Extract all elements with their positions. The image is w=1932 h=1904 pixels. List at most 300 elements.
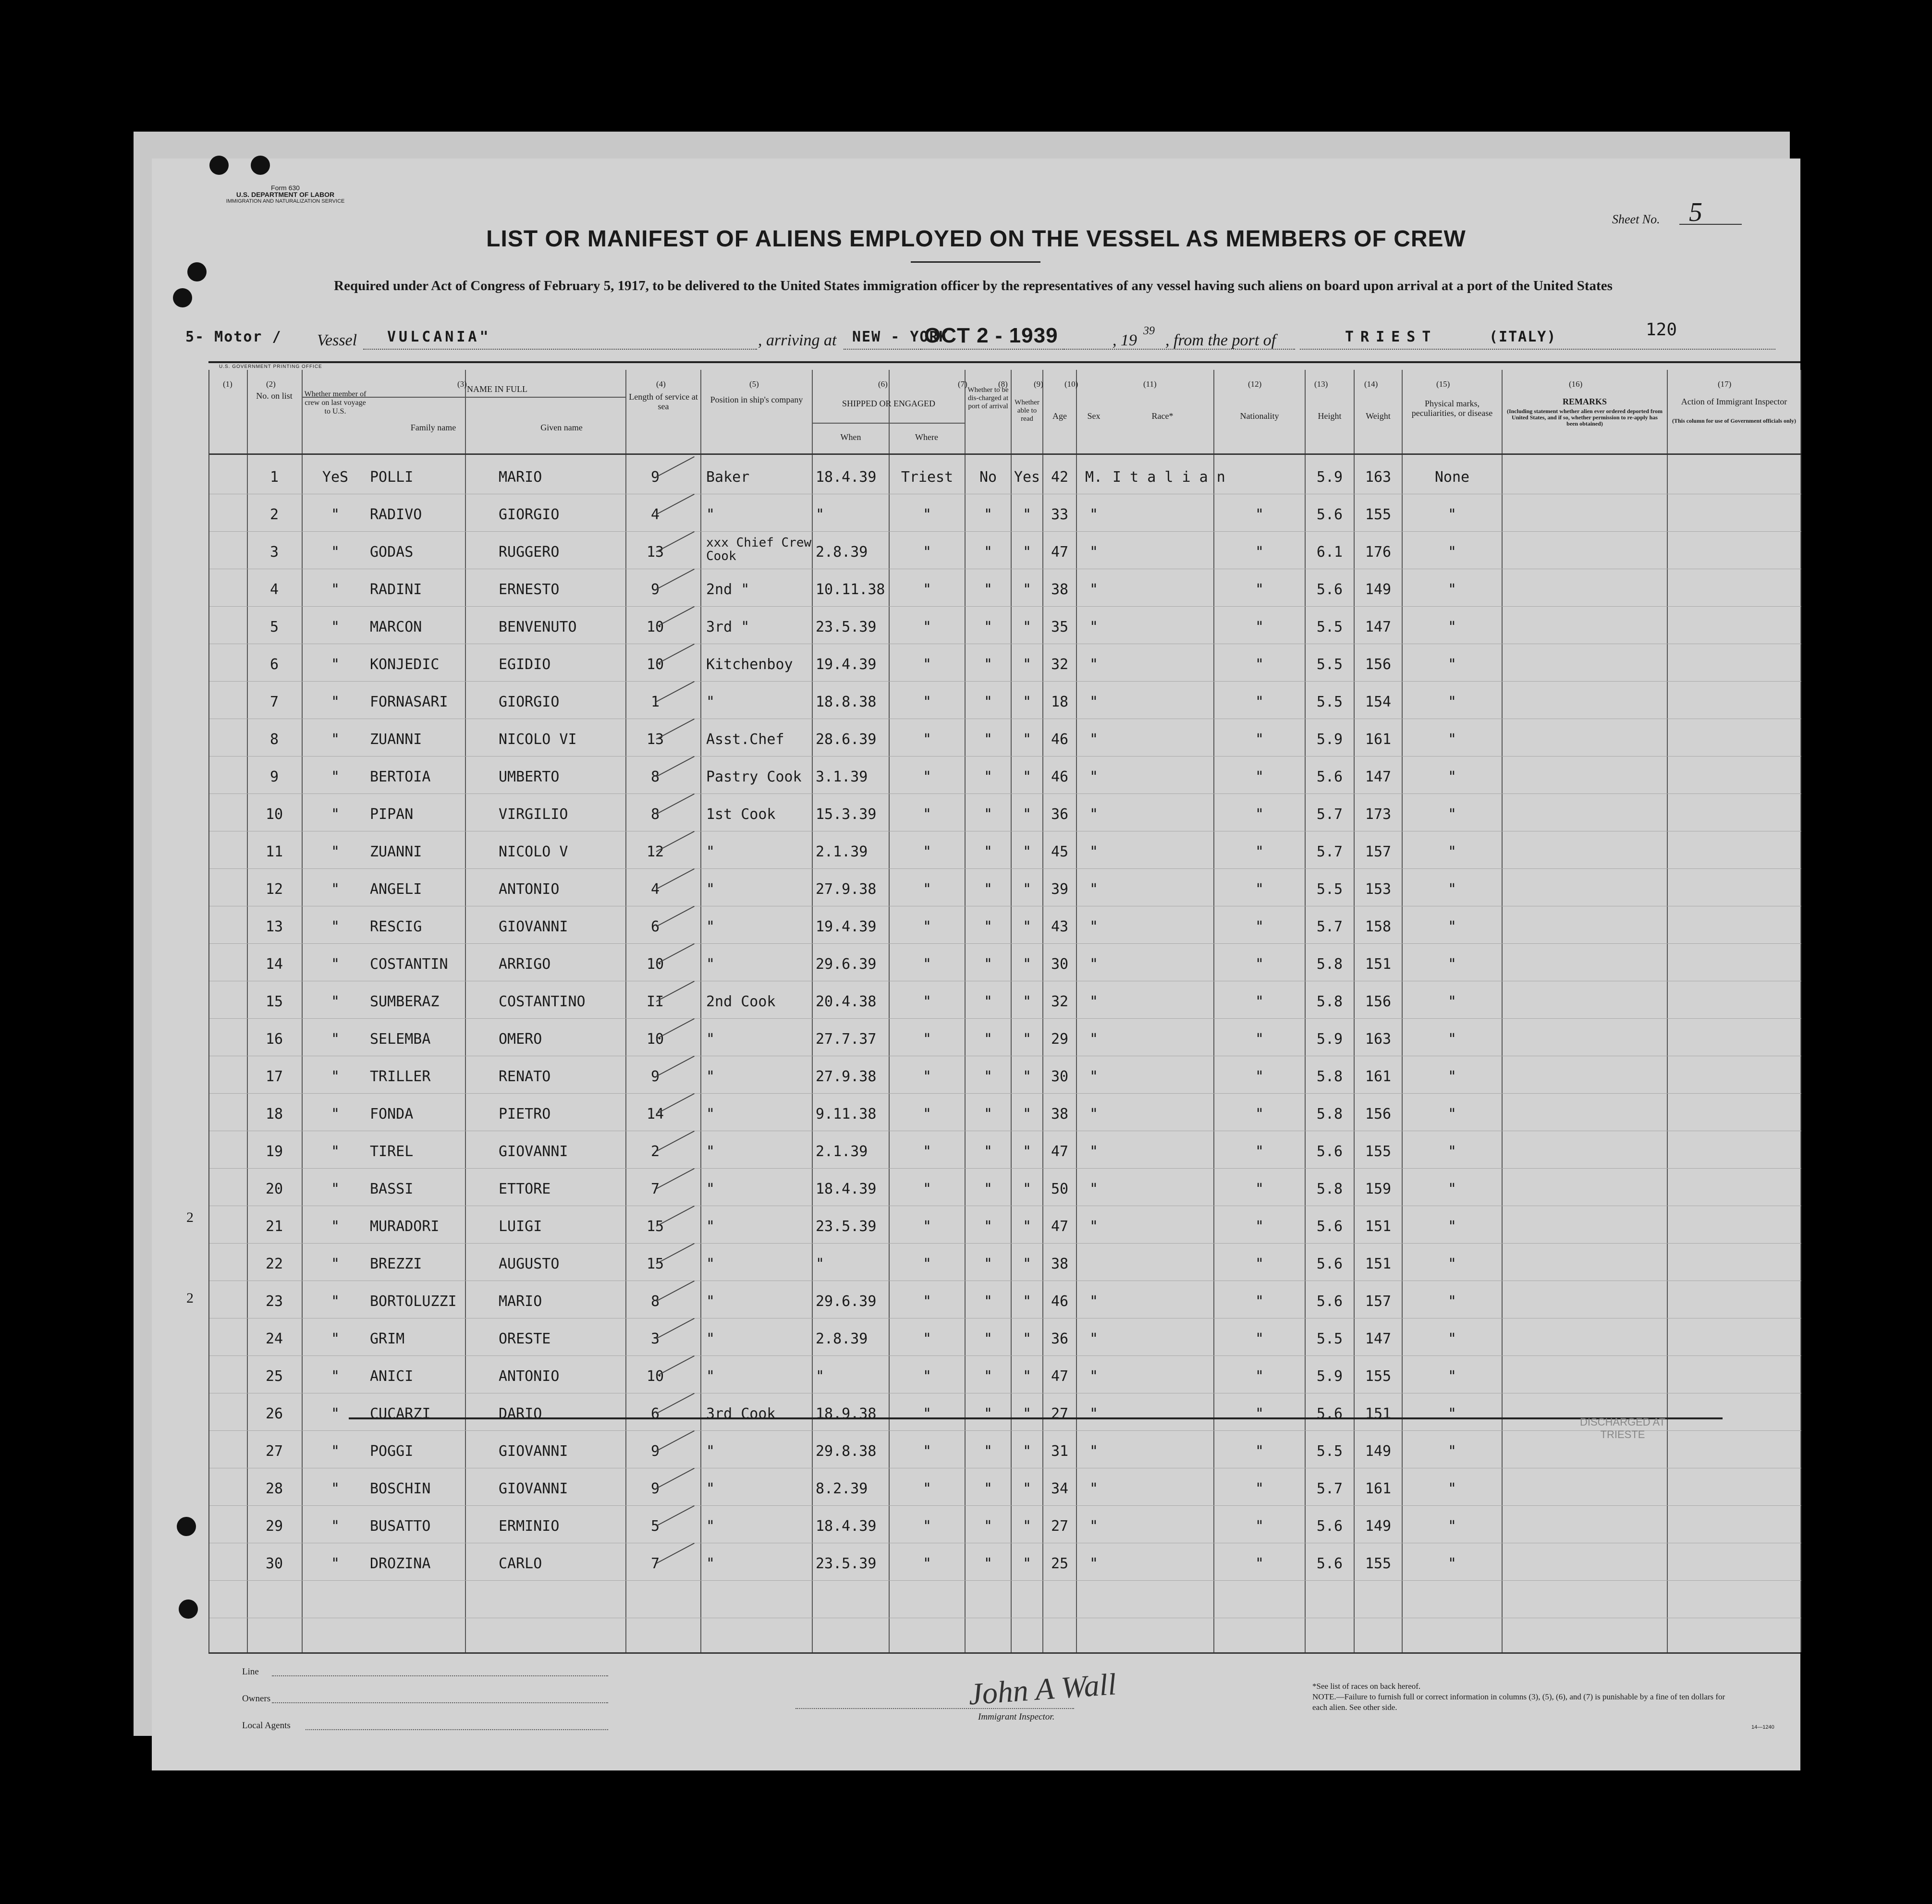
cell-length: 10 (646, 1031, 664, 1048)
cell-given: RENATO (499, 1068, 551, 1085)
cell-length: 9 (650, 581, 660, 598)
cell-phys: " (1447, 506, 1457, 523)
cell-height: 5.9 (1316, 1368, 1343, 1385)
cell-family: SELEMBA (370, 1031, 431, 1048)
cell-member: " (330, 1031, 340, 1048)
cell-sex: " (1089, 1555, 1099, 1572)
cell-age: 35 (1051, 619, 1069, 635)
cell-member: " (330, 506, 340, 523)
footer-agents-label: Local Agents (242, 1721, 291, 1731)
cell-weight: 151 (1365, 956, 1392, 973)
table-row (209, 609, 1801, 647)
cell-disch: " (983, 881, 993, 898)
cell-age: 32 (1051, 656, 1069, 673)
cell-weight: 149 (1365, 1518, 1392, 1535)
col-num: (5) (749, 379, 759, 389)
cell-disch: " (983, 1256, 993, 1272)
cell-no: 16 (265, 1031, 283, 1048)
cell-phys: " (1447, 1405, 1457, 1422)
punch-hole (251, 156, 270, 175)
cell-sex: " (1089, 1106, 1099, 1123)
cell-sex: " (1089, 956, 1099, 973)
departure-port: TRIEST (1345, 329, 1438, 345)
table-row (209, 721, 1801, 759)
cell-when: 15.3.39 (816, 806, 877, 823)
cell-position: " (706, 881, 715, 898)
penalty-note: NOTE.—Failure to furnish full or correct information in columns (3), (5), (6), and (7) is punishable by a fine of ten dollars for each alien. See other side. (1312, 1692, 1725, 1712)
cell-sex: " (1089, 731, 1099, 748)
cell-member: " (330, 1181, 340, 1197)
cell-age: 34 (1051, 1480, 1069, 1497)
col-num: (16) (1569, 379, 1583, 389)
cell-age: 42 (1051, 469, 1069, 486)
cell-family: GRIM (370, 1330, 405, 1347)
cell-given: MARIO (499, 469, 542, 486)
cell-weight: 159 (1365, 1181, 1392, 1197)
cell-where: " (922, 1218, 932, 1235)
cell-read: " (1022, 918, 1032, 935)
cell-height: 5.6 (1316, 769, 1343, 785)
cell-family: BREZZI (370, 1256, 422, 1272)
cell-given: ANTONIO (499, 1368, 560, 1385)
department-name: U.S. DEPARTMENT OF LABOR (236, 191, 335, 198)
vessel-type: 5- Motor / (185, 329, 282, 345)
table-row (209, 684, 1801, 721)
cell-length: 8 (650, 1293, 660, 1310)
cell-given: ORESTE (499, 1330, 551, 1347)
cell-family: SUMBERAZ (370, 993, 440, 1010)
cell-where: " (922, 806, 932, 823)
cell-position: 3rd " (706, 619, 750, 635)
year-prefix: , 19 (1113, 331, 1137, 349)
document-title: LIST OR MANIFEST OF ALIENS EMPLOYED ON THE VESSEL AS MEMBERS OF CREW (486, 226, 1466, 252)
cell-disch: " (983, 544, 993, 561)
cell-no: 25 (265, 1368, 283, 1385)
cell-when: 18.9.38 (816, 1405, 877, 1422)
header-position: Position in ship's company (710, 395, 803, 404)
cell-no: 13 (265, 918, 283, 935)
cell-length: 5 (650, 1518, 660, 1535)
cell-when: 3.1.39 (816, 769, 868, 785)
cell-disch: " (983, 656, 993, 673)
cell-when: 2.1.39 (816, 843, 868, 860)
cell-weight: 156 (1365, 1106, 1392, 1123)
cell-disch: " (983, 843, 993, 860)
cell-when: 28.6.39 (816, 731, 877, 748)
cell-sex: " (1089, 1518, 1099, 1535)
cell-height: 5.9 (1316, 1031, 1343, 1048)
cell-race: I t a l i a n (1113, 469, 1225, 486)
cell-given: CARLO (499, 1555, 542, 1572)
cell-weight: 151 (1365, 1405, 1392, 1422)
cell-given: DARIO (499, 1405, 542, 1422)
cell-no: 5 (269, 619, 279, 635)
cell-height: 6.1 (1316, 544, 1343, 561)
cell-age: 46 (1051, 1293, 1069, 1310)
cell-where: " (922, 956, 932, 973)
cell-disch: " (983, 1106, 993, 1123)
cell-weight: 176 (1365, 544, 1392, 561)
cell-disch: No (979, 469, 997, 486)
cell-disch: " (983, 1405, 993, 1422)
cell-position: Pastry Cook (706, 769, 802, 785)
margin-mark: 2 (186, 1290, 194, 1306)
cell-weight: 153 (1365, 881, 1392, 898)
cell-weight: 147 (1365, 769, 1392, 785)
cell-given: NICOLO V (499, 843, 568, 860)
cell-length: 10 (646, 656, 664, 673)
cell-given: EGIDIO (499, 656, 551, 673)
col-num: (8) (998, 379, 1008, 389)
cell-read: " (1022, 806, 1032, 823)
inspector-label: Immigrant Inspector. (978, 1712, 1055, 1722)
cell-sex: " (1089, 1181, 1099, 1197)
cell-disch: " (983, 769, 993, 785)
cell-when: 19.4.39 (816, 656, 877, 673)
cell-weight: 161 (1365, 1480, 1392, 1497)
cell-no: 18 (265, 1106, 283, 1123)
cell-height: 5.8 (1316, 1106, 1343, 1123)
cell-when: 27.9.38 (816, 881, 877, 898)
cell-where: " (922, 1518, 932, 1535)
cell-given: COSTANTINO (499, 993, 586, 1010)
cell-weight: 157 (1365, 1293, 1392, 1310)
cell-phys: " (1447, 806, 1457, 823)
cell-sex: " (1089, 1143, 1099, 1160)
cell-weight: 155 (1365, 1368, 1392, 1385)
cell-length: 6 (650, 1405, 660, 1422)
cell-read: " (1022, 1330, 1032, 1347)
cell-where: " (922, 581, 932, 598)
cell-when: 18.4.39 (816, 469, 877, 486)
form-number: Form 630 (271, 184, 300, 192)
cell-when: 18.8.38 (816, 694, 877, 710)
cell-position: " (706, 1443, 715, 1460)
cell-height: 5.5 (1316, 619, 1343, 635)
title-underline (911, 261, 1040, 263)
cell-sex: " (1089, 1330, 1099, 1347)
cell-position: xxx Chief Crew Cook (706, 536, 812, 563)
cell-family: FONDA (370, 1106, 414, 1123)
arrival-port: NEW - YORK (852, 329, 949, 345)
cell-height: 5.6 (1316, 1518, 1343, 1535)
cell-sex: M. (1085, 469, 1103, 486)
cell-member: " (330, 1068, 340, 1085)
cell-age: 30 (1051, 956, 1069, 973)
service-name: IMMIGRATION AND NATURALIZATION SERVICE (226, 198, 345, 204)
cell-read: " (1022, 731, 1032, 748)
vessel-label: Vessel (317, 331, 357, 349)
cell-where: " (922, 731, 932, 748)
cell-member: " (330, 993, 340, 1010)
table-row (209, 834, 1801, 871)
cell-read: " (1022, 1555, 1032, 1572)
cell-read: " (1022, 1405, 1032, 1422)
cell-phys: " (1447, 619, 1457, 635)
header-length-service: Length of service at sea (629, 392, 698, 411)
cell-no: 26 (265, 1405, 283, 1422)
cell-read: " (1022, 1106, 1032, 1123)
cell-where: " (922, 1480, 932, 1497)
crew-table (208, 370, 1801, 1652)
cell-sex: " (1089, 581, 1099, 598)
cell-nat: " (1255, 956, 1264, 973)
cell-family: PIPAN (370, 806, 414, 823)
cell-no: 28 (265, 1480, 283, 1497)
cell-nat: " (1255, 694, 1264, 710)
header-nationality: Nationality (1240, 411, 1279, 421)
cell-weight: 156 (1365, 993, 1392, 1010)
cell-sex: " (1089, 769, 1099, 785)
cell-given: GIOVANNI (499, 918, 568, 935)
cell-position: " (706, 1368, 715, 1385)
cell-sex: " (1089, 993, 1099, 1010)
cell-member: " (330, 1143, 340, 1160)
cell-age: 29 (1051, 1031, 1069, 1048)
cell-when: 23.5.39 (816, 1555, 877, 1572)
header-action-note: (This column for use of Government officials only) (1672, 417, 1797, 424)
cell-phys: " (1447, 843, 1457, 860)
cell-disch: " (983, 1218, 993, 1235)
cell-phys: " (1447, 1068, 1457, 1085)
cell-length: 15 (646, 1256, 664, 1272)
cell-phys: " (1447, 1480, 1457, 1497)
cell-height: 5.9 (1316, 469, 1343, 486)
cell-sex: " (1089, 1368, 1099, 1385)
table-row (209, 1283, 1801, 1321)
cell-position: " (706, 1218, 715, 1235)
cell-family: RADIVO (370, 506, 422, 523)
cell-read: " (1022, 656, 1032, 673)
cell-age: 46 (1051, 769, 1069, 785)
cell-position: " (706, 1330, 715, 1347)
col-num: (14) (1364, 379, 1378, 389)
cell-nat: " (1255, 506, 1264, 523)
header-whether-member: Whether member of crew on last voyage to U.S. (304, 390, 367, 415)
cell-position: " (706, 1480, 715, 1497)
cell-no: 22 (265, 1256, 283, 1272)
cell-height: 5.6 (1316, 1293, 1343, 1310)
col-num: (1) (223, 379, 232, 389)
cell-length: 13 (646, 731, 664, 748)
cell-height: 5.6 (1316, 1143, 1343, 1160)
cell-disch: " (983, 1031, 993, 1048)
header-discharged: Whether to be dis-charged at port of arrival (967, 386, 1009, 410)
cell-member: " (330, 1293, 340, 1310)
cell-nat: " (1255, 1293, 1264, 1310)
cell-disch: " (983, 1555, 993, 1572)
cell-member: " (330, 694, 340, 710)
cell-phys: " (1447, 1368, 1457, 1385)
cell-height: 5.6 (1316, 1405, 1343, 1422)
printing-office: U.S. GOVERNMENT PRINTING OFFICE (219, 364, 322, 369)
cell-read: " (1022, 1031, 1032, 1048)
cell-weight: 157 (1365, 843, 1392, 860)
col-num: (17) (1718, 379, 1732, 389)
cell-disch: " (983, 731, 993, 748)
cell-given: GIOVANNI (499, 1143, 568, 1160)
cell-age: 36 (1051, 806, 1069, 823)
cell-family: BERTOIA (370, 769, 431, 785)
cell-nat: " (1255, 806, 1264, 823)
table-row (209, 1321, 1801, 1358)
cell-phys: " (1447, 1256, 1457, 1272)
cell-no: 8 (269, 731, 279, 748)
col-num: (15) (1436, 379, 1450, 389)
cell-length: 10 (646, 619, 664, 635)
cell-nat: " (1255, 881, 1264, 898)
col-num: (2) (266, 379, 276, 389)
cell-nat: " (1255, 1480, 1264, 1497)
cell-height: 5.5 (1316, 656, 1343, 673)
cell-family: TRILLER (370, 1068, 431, 1085)
cell-phys: " (1447, 1293, 1457, 1310)
cell-age: 25 (1051, 1555, 1069, 1572)
cell-disch: " (983, 918, 993, 935)
cell-family: MARCON (370, 619, 422, 635)
cell-weight: 147 (1365, 1330, 1392, 1347)
cell-phys: " (1447, 769, 1457, 785)
cell-family: COSTANTIN (370, 956, 448, 973)
cell-sex: " (1089, 1480, 1099, 1497)
table-row (209, 946, 1801, 984)
cell-sex: " (1089, 843, 1099, 860)
header-where: Where (915, 432, 938, 442)
cell-position: 2nd " (706, 581, 750, 598)
cell-position: " (706, 843, 715, 860)
cell-weight: 161 (1365, 1068, 1392, 1085)
cell-member: " (330, 1330, 340, 1347)
cell-length: 10 (646, 956, 664, 973)
cell-length: 3 (650, 1330, 660, 1347)
cell-disch: " (983, 806, 993, 823)
cell-no: 24 (265, 1330, 283, 1347)
cell-weight: 147 (1365, 619, 1392, 635)
cell-no: 14 (265, 956, 283, 973)
cell-read: " (1022, 506, 1032, 523)
cell-no: 2 (269, 506, 279, 523)
cell-height: 5.7 (1316, 806, 1343, 823)
cell-height: 5.7 (1316, 918, 1343, 935)
header-when: When (840, 432, 861, 442)
table-row (209, 1246, 1801, 1283)
cell-nat: " (1255, 1368, 1264, 1385)
cell-no: 29 (265, 1518, 283, 1535)
cell-given: VIRGILIO (499, 806, 568, 823)
cell-given: OMERO (499, 1031, 542, 1048)
sheet-number: 5 (1689, 197, 1702, 227)
header-action: Action of Immigrant Inspector (1681, 397, 1787, 406)
cell-position: 2nd Cook (706, 993, 776, 1010)
cell-sex: " (1089, 1443, 1099, 1460)
strikethrough-line (349, 1417, 1723, 1419)
cell-no: 19 (265, 1143, 283, 1160)
header-family-name: Family name (410, 423, 456, 432)
cell-family: RADINI (370, 581, 422, 598)
footer-notes (1312, 1681, 1725, 1713)
cell-nat: " (1255, 1555, 1264, 1572)
cell-phys: " (1447, 656, 1457, 673)
cell-where: " (922, 1031, 932, 1048)
cell-weight: 155 (1365, 1555, 1392, 1572)
table-row (209, 1471, 1801, 1508)
cell-where: " (922, 1181, 932, 1197)
cell-height: 5.5 (1316, 1443, 1343, 1460)
cell-age: 38 (1051, 1256, 1069, 1272)
col-num: (13) (1314, 379, 1328, 389)
cell-length: 6 (650, 918, 660, 935)
header-no-on-list: No. on list (256, 391, 293, 401)
cell-phys: " (1447, 956, 1457, 973)
cell-nat: " (1255, 656, 1264, 673)
cell-nat: " (1255, 1405, 1264, 1422)
cell-position: " (706, 1106, 715, 1123)
cell-no: 11 (265, 843, 283, 860)
cell-length: 13 (646, 544, 664, 561)
cell-read: " (1022, 619, 1032, 635)
cell-age: 27 (1051, 1518, 1069, 1535)
cell-where: " (922, 1143, 932, 1160)
cell-family: BASSI (370, 1181, 414, 1197)
cell-height: 5.6 (1316, 1555, 1343, 1572)
cell-family: KONJEDIC (370, 656, 440, 673)
cell-no: 23 (265, 1293, 283, 1310)
cell-age: 47 (1051, 1218, 1069, 1235)
cell-read: " (1022, 1218, 1032, 1235)
cell-phys: " (1447, 1106, 1457, 1123)
cell-length: 12 (646, 843, 664, 860)
cell-member: " (330, 1106, 340, 1123)
cell-sex: " (1089, 881, 1099, 898)
cell-when: 2.1.39 (816, 1143, 868, 1160)
cell-member: " (330, 1405, 340, 1422)
cell-given: AUGUSTO (499, 1256, 560, 1272)
cell-when: 20.4.38 (816, 993, 877, 1010)
cell-given: RUGGERO (499, 544, 560, 561)
table-top-rule (208, 361, 1800, 363)
cell-read: " (1022, 1256, 1032, 1272)
cell-where: " (922, 881, 932, 898)
cell-given: GIORGIO (499, 694, 560, 710)
cell-weight: 155 (1365, 1143, 1392, 1160)
cell-nat: " (1255, 1143, 1264, 1160)
cell-phys: " (1447, 881, 1457, 898)
cell-weight: 156 (1365, 656, 1392, 673)
cell-weight: 151 (1365, 1256, 1392, 1272)
cell-phys: None (1434, 469, 1470, 486)
cell-no: 6 (269, 656, 279, 673)
cell-where: " (922, 656, 932, 673)
cell-disch: " (983, 1368, 993, 1385)
cell-position: " (706, 1181, 715, 1197)
col-num: (7) (958, 379, 967, 389)
table-row (209, 984, 1801, 1021)
arrival-date-stamp: OCT 2 - 1939 (924, 324, 1058, 347)
cell-where: " (922, 1330, 932, 1347)
cell-age: 18 (1051, 694, 1069, 710)
cell-height: 5.6 (1316, 581, 1343, 598)
cell-height: 5.7 (1316, 1480, 1343, 1497)
page-number: 120 (1646, 320, 1677, 340)
cell-weight: 163 (1365, 469, 1392, 486)
cell-weight: 149 (1365, 1443, 1392, 1460)
cell-disch: " (983, 1293, 993, 1310)
header-sex: Sex (1087, 411, 1101, 421)
cell-no: 12 (265, 881, 283, 898)
table-row (209, 1358, 1801, 1396)
table-row (209, 796, 1801, 834)
cell-no: 10 (265, 806, 283, 823)
